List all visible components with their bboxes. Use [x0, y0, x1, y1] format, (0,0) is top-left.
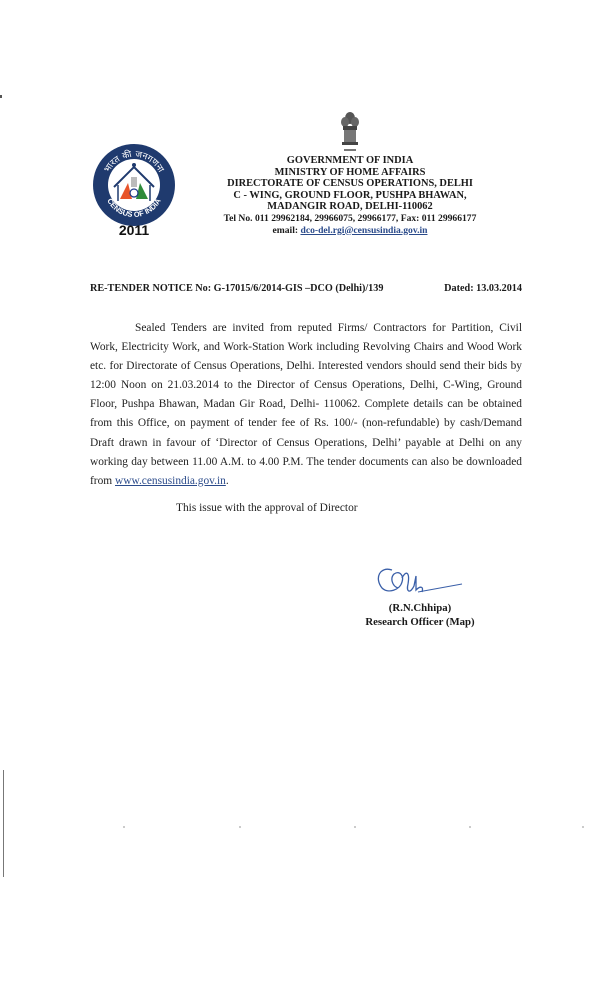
logo-year: 2011 — [118, 222, 150, 238]
national-emblem-icon — [338, 110, 362, 154]
scan-dot — [469, 826, 471, 828]
notice-paragraph — [90, 319, 522, 491]
letterhead-telephone: Tel No. 011 29962184, 29966075, 29966177, Fax: 011 29966177 — [223, 212, 477, 224]
scan-mark — [0, 95, 2, 98]
letterhead — [180, 155, 520, 236]
letterhead-email-row — [180, 225, 520, 237]
website-link[interactable]: www.censusindia.gov.in — [115, 474, 226, 487]
notice-date: Dated: 13.03.2014 — [444, 283, 522, 294]
scan-edge-line — [3, 770, 4, 877]
signatory-designation: Research Officer (Map) — [365, 616, 475, 628]
paragraph-text: Sealed Tenders are invited from reputed Firms/ Contractors for Partition, Civil Work, Electricity Work, and Work-Station Work including Revolving Chairs and Wood Work etc. for Directorate of Census Operations, Delhi. Interested vendors should send their bids by 12:00 Noon on 21.03.2014 to the Director of Census Operations, Delhi, C-Wing, Ground Floor, Pushpa Bhawan, Madan Gir Road, Delhi- 110062. Complete details can be obtained from this Office, on payment of tender fee of Rs. 100/- (non-refundable) by cash/Demand Draft drawn in favour of ‘Director of Census Operations, Delhi’ payable at Delhi on any working day between 11.00 A.M. to 4.00 P.M. The tender documents can also be downloaded from — [90, 322, 522, 487]
letterhead-address-1: C - WING, GROUND FLOOR, PUSHPA BHAWAN, — [233, 189, 467, 201]
notice-number: RE-TENDER NOTICE No: G-17015/6/2014-GIS –DCO (Delhi)/139 — [90, 283, 384, 294]
signatory-block — [350, 601, 490, 629]
letterhead-ministry: MINISTRY OF HOME AFFAIRS — [274, 166, 426, 178]
scan-dot — [239, 826, 241, 828]
census-of-india-logo — [92, 143, 176, 227]
logo-ring-text-bottom: CENSUS OF INDIA — [105, 196, 163, 220]
notice-body — [90, 319, 522, 491]
letterhead-address-2: MADANGIR ROAD, DELHI-110062 — [267, 201, 433, 213]
signature-icon — [370, 556, 470, 602]
email-link[interactable]: dco-del.rgi@censusindia.gov.in — [300, 224, 428, 236]
approval-note: This issue with the approval of Director — [176, 502, 358, 514]
signatory-name: (R.N.Chhipa) — [388, 602, 452, 614]
paragraph-end: . — [225, 474, 229, 487]
scan-dot — [582, 826, 584, 828]
email-label: email: — [272, 224, 301, 236]
logo-ring-text-top: भारत की जनगणना — [102, 149, 166, 175]
letterhead-directorate: DIRECTORATE OF CENSUS OPERATIONS, DELHI — [227, 178, 473, 190]
scan-dot — [123, 826, 125, 828]
scan-dot — [354, 826, 356, 828]
letterhead-government: GOVERNMENT OF INDIA — [286, 155, 414, 166]
